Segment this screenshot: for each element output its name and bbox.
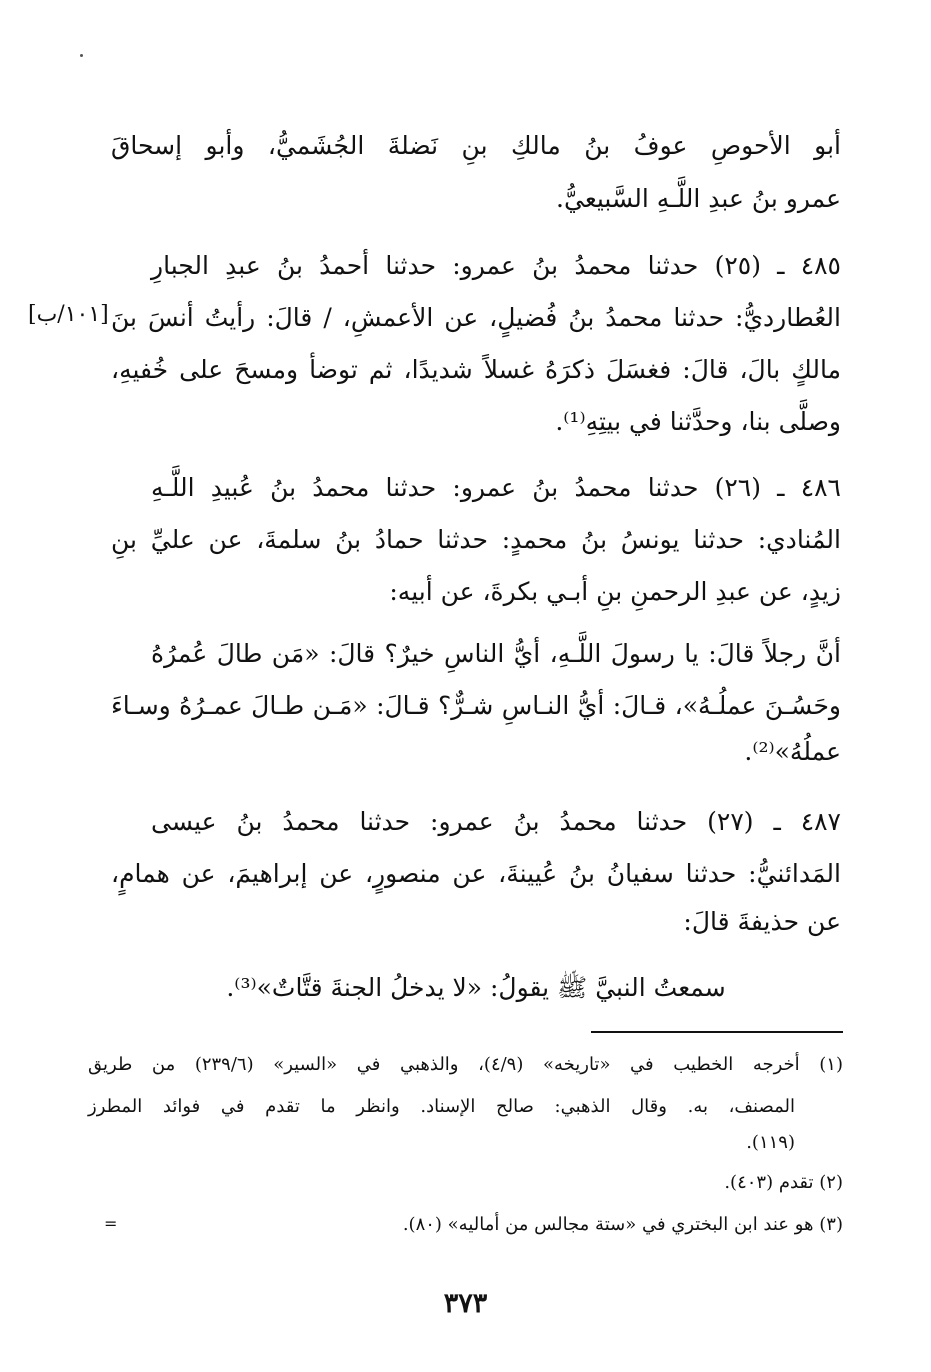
text-line: وصلَّى بنا، وحدَّثنا في بيتِهِ⁽¹⁾. [555, 407, 841, 436]
text-line: المُنادي: حدثنا يونسُ بنُ محمدٍ: حدثنا حمادُ بنُ سلمةَ، عن عليِّ بنِ [111, 525, 841, 554]
stray-dot [80, 54, 83, 57]
text-line: ٤٨٥ ـ (٢٥) حدثنا محمدُ بنُ عمرو: حدثنا أحمدُ بنُ عبدِ الجبارِ [151, 251, 841, 280]
footnote-line: (٣) هو عند ابن البختري في «ستة مجالس من أماليه» (٨٠). [402, 1214, 843, 1235]
footnote-line: (٢) تقدم (٤٠٣). [724, 1172, 843, 1193]
text-line: عملُهُ»⁽²⁾. [744, 737, 841, 766]
text-line: العُطارديُّ: حدثنا محمدُ بنُ فُضيلٍ، عن الأعمشِ، / قالَ: رأيتُ أنسَ بنَ [111, 303, 841, 332]
footnote-continuation-mark: = [104, 1214, 118, 1233]
footnote-line: المصنف، به. وقال الذهبي: صالح الإسناد. وانظر ما تقدم في فوائد المطرز [88, 1096, 795, 1117]
page-number: ٣٧٣ [443, 1288, 488, 1319]
footnote-line: (١١٩). [746, 1132, 795, 1153]
text-line: ٤٨٧ ـ (٢٧) حدثنا محمدُ بنُ عمرو: حدثنا محمدُ بنُ عيسى [151, 807, 841, 836]
text-line: سمعتُ النبيَّ ﷺ يقولُ: «لا يدخلُ الجنةَ قتَّاتٌ»⁽³⁾. [226, 973, 726, 1002]
manuscript-folio-note: [١٠١/ب] [28, 302, 109, 327]
footnote-line: (١) أخرجه الخطيب في «تاريخه» (٤/٩)، والذهبي في «السير» (٢٣٩/٦) من طريق [88, 1054, 843, 1075]
text-line: أنَّ رجلاً قالَ: يا رسولَ اللَّـهِ، أيُّ الناسِ خيرٌ؟ قالَ: «مَن طالَ عُمرُهُ [151, 639, 841, 668]
text-line: مالكٍ بالَ، قالَ: فغسَلَ ذكرَهُ غسلاً شديدًا، ثم توضأ ومسحَ على خُفيهِ، [111, 355, 841, 384]
text-line: زيدٍ، عن عبدِ الرحمنِ بنِ أبـي بكرةَ، عن أبيه: [389, 577, 841, 606]
footnote-separator [591, 1031, 843, 1033]
text-line: ٤٨٦ ـ (٢٦) حدثنا محمدُ بنُ عمرو: حدثنا محمدُ بنُ عُبيدِ اللَّـهِ [151, 473, 841, 502]
text-line: عن حذيفةَ قالَ: [683, 907, 841, 936]
text-line: أبو الأحوصِ عوفُ بنُ مالكِ بنِ نَضلةَ الجُشَميُّ، وأبو إسحاقَ [111, 131, 841, 160]
text-line: وحَسُـنَ عملُـهُ»، قـالَ: أيُّ النـاسِ شـرٌّ؟ قـالَ: «مَـن طـالَ عمـرُهُ وسـاءَ [111, 691, 841, 720]
text-line: المَدائنيُّ: حدثنا سفيانُ بنُ عُيينةَ، عن منصورٍ، عن إبراهيمَ، عن همامٍ، [111, 859, 841, 888]
text-line: عمرو بنُ عبدِ اللَّـهِ السَّبيعيُّ. [556, 184, 841, 213]
